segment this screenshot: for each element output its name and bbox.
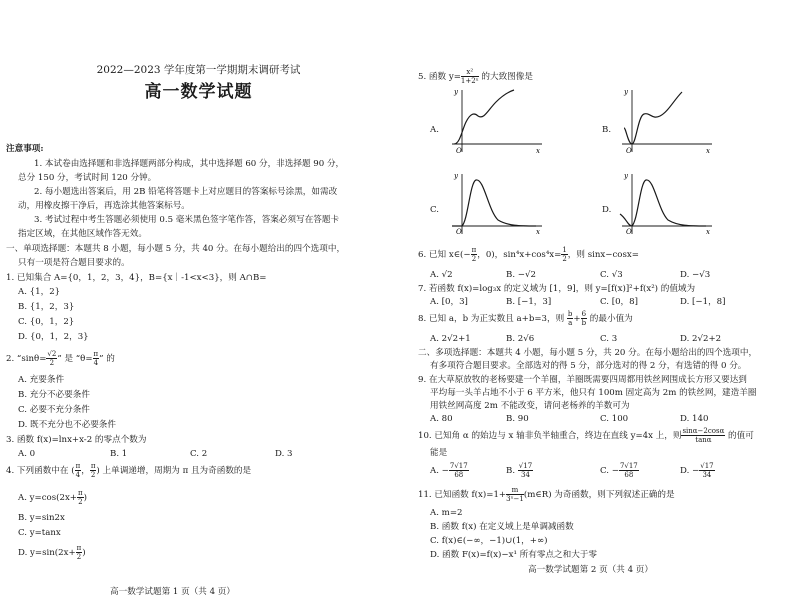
q5-text: 5. 函数 y= [418,72,461,82]
graph-c-svg [446,170,546,236]
frac-num: π [471,246,477,254]
q4-opt-text: ) [82,548,86,558]
graph-d-svg [616,170,716,236]
notes-line: 动，用橡皮擦干净后，再选涂其他答案标号。 [18,201,190,211]
curve [624,92,682,144]
frac-num: √17 [700,462,714,470]
question-9-option-d: D. 140 [680,414,709,424]
graph-a-label: A. [430,125,439,135]
y-axis-label: y [624,88,628,96]
section1-instruction: 一、单项选择题：本题共 8 小题，每小题 5 分，共 40 分。在每小题给出的四个选项中， [6,244,346,254]
question-9-line: 用铁丝网高度 2m 不能改变，请问老杨养的羊数可为 [430,401,630,411]
q10-opt-text: C. − [600,466,619,476]
question-1-option-c: C. {0，1，2} [18,317,75,327]
question-11-option-b: B. 函数 f(x) 在定义域上是单调减函数 [430,522,574,532]
q10-opt-fraction [449,462,469,479]
question-9-option-a: A. 80 [430,414,453,424]
q4-opt-text: A. y=cos(2x+ [18,493,77,503]
frac-den: 4 [75,471,81,479]
question-8-option-d: D. 2√2+2 [680,334,722,344]
graph-b-label: B. [602,125,612,135]
notes-line: 2. 每小题选出答案后，用 2B 铅笔将答题卡上对应题目的答案标号涂黑，如需改 [34,187,338,197]
frac-den: a [568,319,573,327]
curve [620,180,706,226]
graph-d [616,170,716,236]
q10-opt-text: B. [506,466,518,476]
frac-den: 34 [521,471,530,479]
question-2-option-a: A. 充要条件 [18,375,65,385]
question-7-option-a: A. [0，3] [430,297,468,307]
question-4-option-d [18,544,86,562]
q4-text: ， [81,466,90,476]
question-7-option-b: B. [−1，3] [506,297,552,307]
graph-d-label: D. [602,205,612,215]
question-9-line: 9. 在大草原放牧的老杨要建一个羊圈，羊圈既需要四周都用铁丝网围成长方形又要达到 [418,375,747,385]
question-9-option-b: B. 90 [506,414,529,424]
frac-den: 68 [454,471,464,479]
q6-text: ，则 sinx−cosx= [567,250,639,260]
frac-num: b [567,310,573,318]
question-10-option-b [506,462,533,480]
frac-num: 1 [562,246,567,254]
question-8-stem [418,310,633,328]
q10-text: 的值可 [725,431,754,441]
origin-label: O [456,147,462,154]
origin-label: O [626,147,632,154]
frac-den: 2 [49,359,55,367]
notes-line: 3. 考试过程中考生答题必须使用 0.5 毫米黑色签字笔作答，答案必须写在答题卡 [34,215,340,225]
page-2 [410,0,794,607]
question-3-option-a: A. 0 [18,449,36,459]
q10-text: 10. 已知角 α 的始边与 x 轴非负半轴重合，终边在直线 y=4x 上，则 [418,431,682,441]
origin-label: O [456,228,462,236]
exam-header: 2022—2023 学年度第一学期期末调研考试 [96,64,301,76]
x-axis-label: x [536,228,540,236]
question-4-option-c: C. y=tanx [18,528,61,538]
frac-num: π [90,462,96,470]
q4-opt-fraction [77,489,84,506]
q5-fraction [461,68,479,85]
frac-num: π [76,544,82,552]
q4-opt-text: D. y=sin(2x+ [18,548,76,558]
q11-fraction [506,486,524,503]
section1-instruction: 只有一项是符合题目要求的。 [18,258,130,268]
x-axis-label: x [536,147,540,154]
question-2-option-b: B. 充分不必要条件 [18,390,90,400]
question-2-option-d: D. 既不充分也不必要条件 [18,420,116,430]
frac-den: 2 [76,553,82,561]
q8-text: 8. 已知 a，b 为正实数且 a+b=3，则 [418,314,567,324]
q4-text: 4. 下列函数中在 ( [6,466,75,476]
q4-text: ) 上单调递增，周期为 π 且为奇函数的是 [96,466,252,476]
question-3-option-b: B. 1 [110,449,128,459]
question-3-option-d: D. 3 [275,449,293,459]
question-8-option-a: A. 2√2+1 [430,334,471,344]
graph-c-label: C. [430,205,440,215]
frac-den: 34 [702,471,712,479]
frac-num: 6 [581,310,587,318]
question-10-stem [418,427,754,445]
question-2-stem [6,350,115,368]
question-11-option-c: C. f(x)∈(−∞，−1)∪(1，+∞) [430,536,548,546]
question-4-option-b: B. y=sin2x [18,513,65,523]
exam-title: 高一数学试题 [144,82,253,102]
question-10-option-d [680,462,715,480]
frac-num: 7√17 [619,462,638,470]
question-7-option-d: D. [−1，8] [680,297,726,307]
q2-text: 2. “sinθ= [6,354,47,364]
notes-line: 总分 150 分，考试时间 120 分钟。 [18,173,157,183]
question-8-option-b: B. 2√6 [506,334,535,344]
q11-text: 11. 已知函数 f(x)=1+ [418,490,507,500]
question-3-stem: 3. 函数 f(x)=lnx+x-2 的零点个数为 [6,435,147,445]
question-11-option-d: D. 函数 F(x)=f(x)−x¹ 所有零点之和大于零 [430,550,597,560]
x-axis-label: x [706,147,710,154]
q4-opt-text: ) [83,493,87,503]
question-4-option-a [18,489,87,507]
question-1-stem: 1. 已知集合 A={0，1，2，3，4}，B={x｜-1<x<3}，则 A∩B= [6,273,267,283]
q10-fraction [681,427,725,444]
question-10-line2: 能是 [430,448,448,458]
notes-heading: 注意事项: [6,144,44,154]
q10-opt-fraction [699,462,714,479]
x-axis-label: x [706,228,710,236]
y-axis-label: y [624,172,628,180]
question-6-option-c: C. √3 [600,270,623,280]
q2-text: ” 的 [99,354,115,364]
frac-den: b [581,319,587,327]
frac-num: π [78,489,83,497]
frac-den: 3ˣ−1 [506,495,524,503]
question-10-option-c [600,462,639,480]
frac-num: √17 [518,462,533,470]
curve [452,180,536,226]
question-11-stem [418,486,675,504]
question-1-option-b: B. {1，2，3} [18,302,75,312]
y-axis-label: y [454,88,458,96]
question-11-option-a: A. m=2 [430,508,463,518]
q10-opt-text: A. − [430,466,449,476]
question-8-option-c: C. 3 [600,334,618,344]
q8-text: 的最小值为 [587,314,633,324]
q11-text: (m∈R) 为奇函数，则下列叙述正确的是 [523,490,675,500]
q6-text: 6. 已知 x∈(− [418,250,471,260]
frac-num: π [93,350,99,358]
question-4-stem [6,462,251,480]
graph-b [616,86,716,154]
question-1-option-a: A. {1，2} [18,287,61,297]
frac-den: 2 [471,255,477,263]
frac-den: 4 [93,359,99,367]
question-2-option-c: C. 必要不充分条件 [18,405,90,415]
frac-den: tanα [695,436,712,444]
q2-text: ” 是 “θ= [57,354,93,364]
curve [454,90,514,144]
q10-opt-text: D. − [680,466,700,476]
section2-instruction: 二、多项选择题：本题共 4 小题，每小题 5 分，共 20 分。在每小题给出的四个选项中， [418,348,758,358]
frac-den: 1+2ˣ [460,77,479,85]
y-axis-label: y [454,172,458,180]
q5-text: 的大致图像是 [478,72,533,82]
section2-instruction: 有多项符合题目要求。全部选对的得 5 分，部分选对的得 2 分，有选错的得 0 分。 [430,361,747,371]
question-6-option-a: A. √2 [430,270,453,280]
origin-label: O [626,228,632,236]
notes-line: 1. 本试卷由选择题和非选择题两部分构成，其中选择题 60 分，非选择题 90 分， [34,159,345,169]
question-5-stem [418,68,533,86]
frac-num: sinα−2cosα [682,427,725,435]
page-footer: 高一数学试题第 1 页（共 4 页） [110,587,235,597]
frac-den: 2 [78,498,83,506]
frac-den: 2 [562,255,567,263]
q6-text: ，0)，sin⁴x+cos⁴x= [477,250,562,260]
graph-a-svg [446,86,546,154]
frac-num: π [75,462,81,470]
q10-opt-fraction [518,462,533,479]
graph-a [446,86,546,154]
frac-num: √2 [47,350,57,358]
graph-c [446,170,546,236]
question-3-option-c: C. 2 [190,449,208,459]
q10-opt-fraction [619,462,639,479]
question-6-option-b: B. −√2 [506,270,536,280]
question-6-stem [418,246,639,264]
frac-num: 7√17 [449,462,468,470]
question-1-option-d: D. {0，1，2，3} [18,332,89,342]
question-7-option-c: C. [0，8] [600,297,638,307]
frac-num: m [506,486,524,495]
question-9-line: 平均每一头羊占地不小于 6 平方米，他只有 100m 固定高为 2m 的铁丝网，建造羊圈 [430,388,757,398]
notes-line: 指定区域，在其他区域作答无效。 [18,229,147,239]
question-6-option-d: D. −√3 [680,270,711,280]
frac-den: 2 [90,471,96,479]
page-footer: 高一数学试题第 2 页（共 4 页） [528,565,653,575]
question-10-option-a [430,462,469,480]
q2-fraction [46,350,57,367]
q8-text: + [573,314,581,324]
question-9-option-c: C. 100 [600,414,629,424]
graph-b-svg [616,86,716,154]
frac-num: x² [461,68,479,77]
frac-den: 68 [624,471,634,479]
question-7-stem: 7. 若函数 f(x)=log₃x 的定义域为 [1，9]，则 y=[f(x)]²+f(x²) 的值域为 [418,284,696,294]
